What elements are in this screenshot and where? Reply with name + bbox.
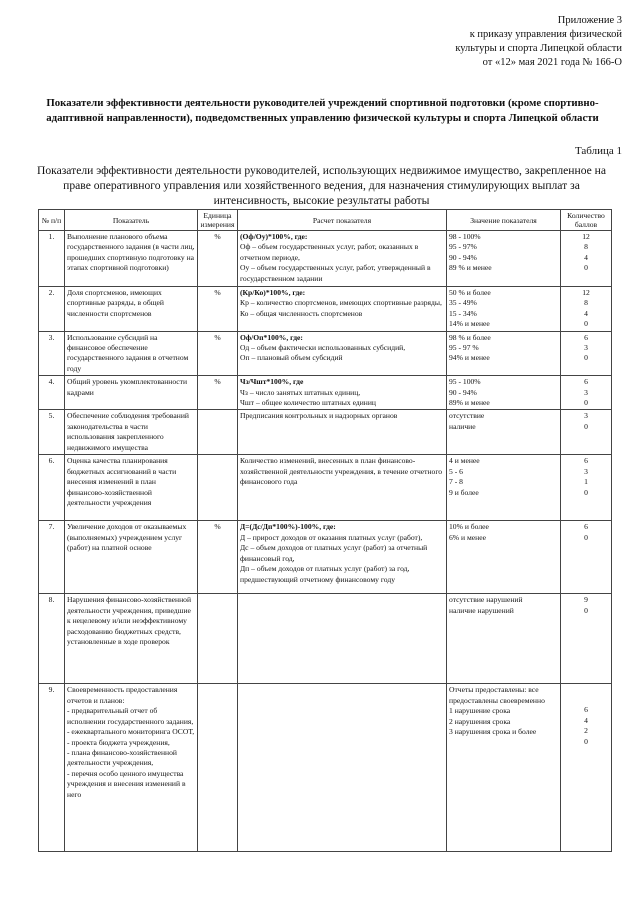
score-item: 0	[584, 353, 588, 363]
indicator-line: Своевременность предоставления отчетов и планов:	[67, 685, 178, 705]
row-indicator	[65, 455, 198, 521]
calc-formula: Д=(Дс/Дп*100%)-100%, где:	[240, 522, 336, 532]
row-values	[447, 287, 561, 332]
score-item: 3	[584, 466, 588, 476]
indicator-line: - перечня особо ценного имущества учреждения и внесения изменений в него	[67, 768, 186, 799]
row-indicator	[65, 521, 198, 594]
row-calculation	[238, 331, 447, 376]
score-item: 6	[584, 522, 588, 532]
calc-formula: (Кр/Ко)*100%, где:	[240, 288, 306, 297]
score-item: 6	[584, 456, 588, 466]
score-item: 3	[584, 343, 588, 353]
row-values	[447, 231, 561, 287]
score-item: 8	[584, 242, 588, 252]
row-unit: %	[198, 287, 238, 332]
row-scores	[561, 521, 612, 594]
calc-line: Количество изменений, внесенных в план финансово-хозяйственной деятельности учреждения, в течение отчетного финансового года	[240, 456, 443, 487]
score-item: 9	[584, 595, 588, 605]
score-item: 0	[584, 532, 588, 542]
value-item: 95 - 100%	[449, 377, 481, 387]
calc-line: Чз – число занятых штатных единиц,	[240, 387, 361, 397]
value-item: 6% и менее	[449, 532, 486, 542]
document-title: Показатели эффективности деятельности руководителей учреждений спортивной подготовки (кроме спортивно-адаптивной направленности), подведомственных управлению физической культуры и спорта Липецкой области	[46, 97, 599, 124]
row-indicator	[65, 231, 198, 287]
score-item: 0	[584, 736, 588, 746]
calc-line: Дп – объем доходов от платных услуг (работ) за год, предшествующий отчетному финансовому году	[240, 564, 410, 584]
row-number: 7.	[39, 521, 65, 594]
indicator-line: Общий уровень укомплектованности кадрами	[67, 377, 188, 397]
score-item: 0	[584, 263, 588, 273]
indicator-line: Доля спортсменов, имеющих спортивные разряды, в общей численности спортсменов	[67, 288, 164, 318]
indicator-line: - плана финансово-хозяйственной деятельности учреждения,	[67, 747, 177, 768]
row-number: 4.	[39, 376, 65, 410]
indicator-line: Нарушения финансово-хозяйственной деятельности учреждения, приведшие к нецелевому и/или неэффективному расходованию бюджетных средств, установленные в ходе проверок	[67, 595, 192, 647]
value-item: 94% и менее	[449, 353, 490, 363]
table-row	[39, 331, 612, 376]
row-values	[447, 521, 561, 594]
calc-line: Од – объем фактически использованных субсидий,	[240, 343, 406, 353]
row-values	[447, 331, 561, 376]
row-indicator	[65, 376, 198, 410]
table-row	[39, 410, 612, 455]
value-item: наличие нарушений	[449, 605, 514, 615]
row-number: 5.	[39, 410, 65, 455]
row-calculation	[238, 684, 447, 852]
score-item: 12	[582, 232, 590, 241]
value-item: Отчеты предоставлены: все предоставлены своевременно	[449, 685, 545, 705]
header-unit: Единица измерения	[198, 210, 238, 231]
calc-line: Оп – плановый объем субсидий	[240, 353, 343, 363]
row-scores	[561, 376, 612, 410]
row-calculation	[238, 455, 447, 521]
row-values	[447, 594, 561, 684]
value-item: 1 нарушение срока	[449, 706, 511, 716]
score-item: 0	[584, 487, 588, 497]
score-item: 6	[584, 332, 588, 342]
table-number: Таблица 1	[574, 145, 622, 157]
score-item: 8	[584, 298, 588, 308]
row-scores	[561, 287, 612, 332]
row-calculation	[238, 410, 447, 455]
indicator-line: Оценка качества планирования бюджетных ассигнований в части внесения изменений в план финансово-хозяйственной деятельности учреждения	[67, 456, 177, 508]
row-values	[447, 684, 561, 852]
value-item: отсутствие нарушений	[449, 595, 523, 605]
indicator-line: - ежеквартального мониторинга ОСОТ,	[67, 727, 195, 737]
value-item: 14% и менее	[449, 319, 490, 329]
table-row	[39, 287, 612, 332]
row-unit	[198, 455, 238, 521]
table-body	[39, 231, 612, 852]
row-number: 8.	[39, 594, 65, 684]
row-unit: %	[198, 521, 238, 594]
row-number: 3.	[39, 331, 65, 376]
score-item: 6	[584, 377, 588, 387]
value-item: 95 - 97 %	[449, 343, 479, 353]
calc-formula: Чз/Чшт*100%, где	[240, 377, 304, 387]
row-number: 2.	[39, 287, 65, 332]
indicators-table	[38, 209, 612, 852]
indicator-line: Выполнение планового объема государственного задания (в части лиц, прошедших спортивную подготовку на этапах спортивной подготовки)	[67, 232, 195, 273]
calc-line: Предписания контрольных и надзорных органов	[240, 411, 398, 421]
row-unit	[198, 410, 238, 455]
header-calc: Расчет показателя	[238, 210, 447, 231]
row-unit	[198, 684, 238, 852]
score-item: 2	[584, 726, 588, 736]
value-item: 89% и менее	[449, 398, 490, 408]
row-values	[447, 376, 561, 410]
row-indicator	[65, 594, 198, 684]
value-item: 9 и более	[449, 487, 479, 497]
value-item: 90 - 94%	[449, 387, 477, 397]
row-scores	[561, 455, 612, 521]
score-item: 0	[584, 319, 588, 329]
table-subtitle: Показатели эффективности деятельности руководителей, использующих недвижимое имущество, закрепленное на праве оперативного управления или хозяйственного ведения, для назначения стимулирующих выплат за интенсивность, высокие результаты работы	[36, 164, 607, 207]
value-item: отсутствие	[449, 411, 485, 421]
value-item: 95 - 97%	[449, 242, 477, 252]
calc-line: Оу – объем государственных услуг, работ, утвержденный в государственном задании	[240, 263, 431, 283]
score-item: 12	[582, 288, 590, 297]
calc-line: Чшт – общее количество штатных единиц	[240, 398, 376, 408]
score-item: 0	[584, 421, 588, 431]
value-item: 35 - 49%	[449, 298, 477, 308]
row-calculation	[238, 376, 447, 410]
indicator-line: - предварительный отчет об исполнении государственного задания,	[67, 706, 194, 726]
indicator-line: Использование субсидий на финансовое обеспечение государственного задания в отчетном году	[67, 332, 189, 373]
row-values	[447, 455, 561, 521]
table-row	[39, 455, 612, 521]
row-scores	[561, 410, 612, 455]
calc-line: Ко – общая численность спортсменов	[240, 308, 363, 318]
value-item: 4 и менее	[449, 456, 480, 466]
row-scores	[561, 594, 612, 684]
value-item: наличие	[449, 421, 476, 431]
score-item: 6	[584, 705, 588, 715]
calc-formula: (Оф/Оу)*100%, где:	[240, 232, 308, 241]
row-indicator	[65, 287, 198, 332]
row-number: 9.	[39, 684, 65, 852]
row-calculation	[238, 594, 447, 684]
score-item: 4	[584, 715, 588, 725]
header-num: № п/п	[39, 210, 65, 231]
value-item: 98 - 100%	[449, 232, 481, 241]
value-item: 2 нарушения срока	[449, 716, 511, 726]
row-number: 6.	[39, 455, 65, 521]
row-values	[447, 410, 561, 455]
row-calculation	[238, 521, 447, 594]
calc-line: Д – прирост доходов от оказания платных услуг (работ),	[240, 532, 423, 542]
row-calculation	[238, 287, 447, 332]
annex-line: культуры и спорта Липецкой области	[455, 43, 622, 54]
table-header-row	[39, 210, 612, 231]
score-item: 4	[584, 252, 588, 262]
score-item: 1	[584, 477, 588, 487]
calc-line: Оф – объем государственных услуг, работ, оказанных в отчетном периоде,	[240, 242, 419, 262]
value-item: 5 - 6	[449, 466, 463, 476]
value-item: 50 % и более	[449, 288, 491, 297]
row-unit: %	[198, 331, 238, 376]
calc-line: Дс – объем доходов от платных услуг (работ) за отчетный финансовый год,	[240, 543, 428, 563]
score-item: 0	[584, 398, 588, 408]
row-unit	[198, 594, 238, 684]
indicator-line: Увеличение доходов от оказываемых (выполняемых) учреждением услуг (работ) на платной основе	[67, 522, 187, 553]
value-item: 7 - 8	[449, 477, 463, 487]
row-scores	[561, 231, 612, 287]
annex-line: Приложение 3	[557, 15, 622, 26]
annex-line: к приказу управления физической	[469, 29, 622, 40]
value-item: 10% и более	[449, 522, 489, 532]
row-scores	[561, 684, 612, 852]
score-item: 3	[584, 387, 588, 397]
row-indicator	[65, 684, 198, 852]
value-item: 15 - 34%	[449, 308, 477, 318]
header-score: Количество баллов	[561, 210, 612, 231]
table-row	[39, 376, 612, 410]
table-row	[39, 594, 612, 684]
calc-formula: Оф/Оп*100%, где:	[240, 332, 303, 342]
value-item: 98 % и более	[449, 332, 491, 342]
row-calculation	[238, 231, 447, 287]
value-item: 89 % и менее	[449, 263, 492, 273]
indicator-line: - проекта бюджета учреждения,	[67, 737, 170, 747]
row-unit: %	[198, 231, 238, 287]
table-row	[39, 231, 612, 287]
value-item: 90 - 94%	[449, 252, 477, 262]
header-value: Значение показателя	[447, 210, 561, 231]
value-item: 3 нарушения срока и более	[449, 727, 537, 737]
score-item: 0	[584, 605, 588, 615]
annex-line: от «12» мая 2021 года № 166-О	[482, 57, 622, 68]
row-indicator	[65, 331, 198, 376]
score-item: 3	[584, 411, 588, 421]
row-indicator	[65, 410, 198, 455]
indicator-line: Обеспечение соблюдения требований законодательства в части использования закрепленного недвижимого имущества	[67, 411, 189, 452]
annex-header	[362, 14, 622, 70]
row-unit: %	[198, 376, 238, 410]
table-row	[39, 521, 612, 594]
row-scores	[561, 331, 612, 376]
header-indicator: Показатель	[65, 210, 198, 231]
row-number: 1.	[39, 231, 65, 287]
table-row	[39, 684, 612, 852]
calc-line: Кр – количество спортсменов, имеющих спортивные разряды,	[240, 298, 442, 308]
score-item: 4	[584, 308, 588, 318]
score-spacer	[563, 685, 609, 705]
